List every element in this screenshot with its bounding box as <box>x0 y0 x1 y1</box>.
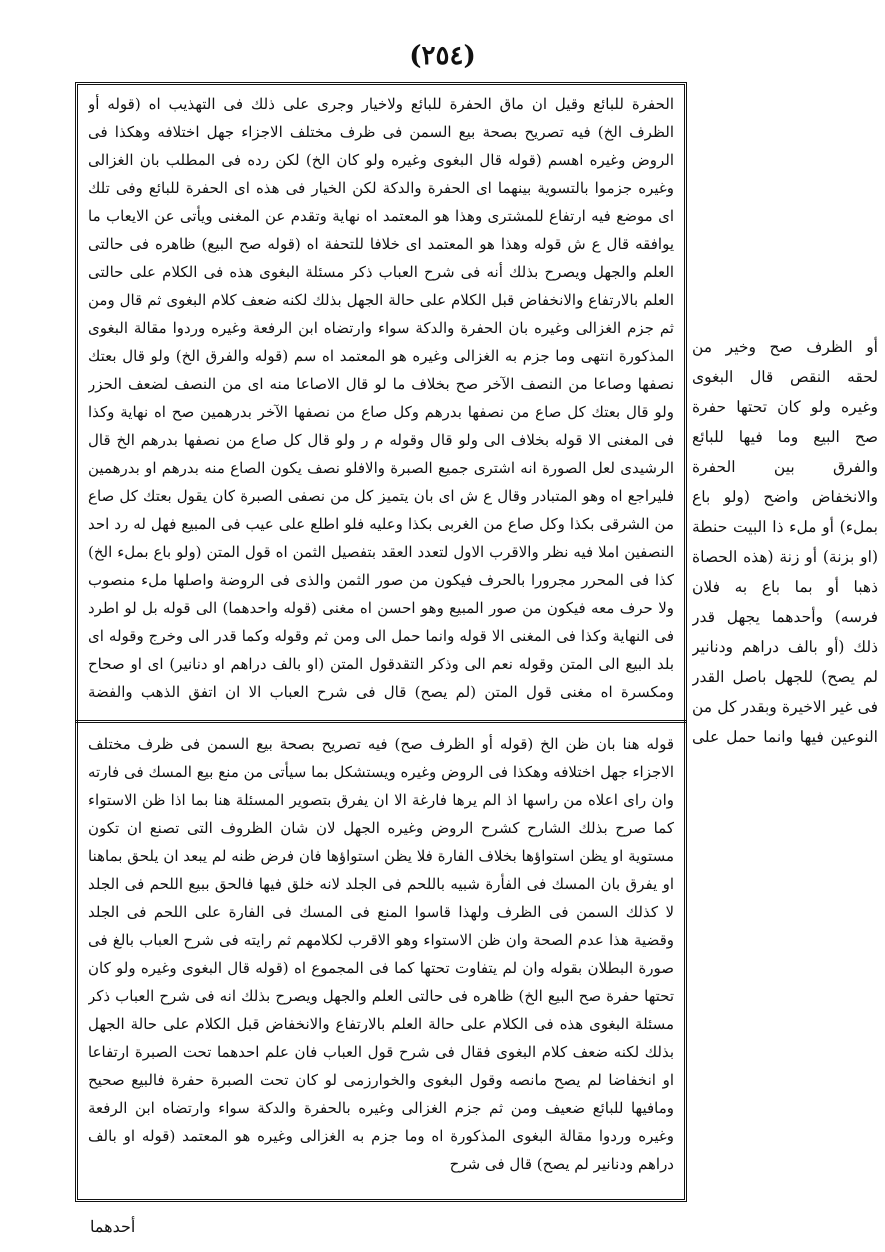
page-number: (٢٥٤) <box>409 41 476 71</box>
commentary-text: قوله هنا بان ظن الخ (قوله أو الظرف صح) فيه تصريح بصحة بيع السمن فى ظرف مختلف الاجزاء جهل اختلافه وهكذا فى الروض وغيره ويستشكل بما سيأتى من منع بيع المسك فى فارته وان راى اعلاه من راسها اذ الم يرها فارغة الا ان يفرق بتصوير المسئلة هنا بما اذا ظن الاستواء كما صرح بذلك الشارح كشرح الروض وغيره الجهل لان شان الظروف التى تصنع ان تكون مستوية او يظن استواؤها بخلاف الفارة فلا يظن استواؤها فان فرض ظنه لم يبعد ان يلحق بماهنا او يفرق بان المسك فى الفأرة شبيه باللحم فى الجلد لانه خلق فيها فالحق ببيع اللحم فى الجلد لا كذلك السمن فى الظرف ولهذا قاسوا المنع فى المسك فى الفارة على اللحم فى الجلد وقضية هذا عدم الصحة وان ظن الاستواء وهو الاقرب لكلامهم ثم رايته فى شرح العباب بالغ فى صورة البطلان بقوله وان لم يتفاوت تحتها كما فى المجموع اه (قوله قال البغوى وغيره ولو كان تحتها حفرة صح البيع الخ) ظاهره فى حالتى العلم والجهل ويصرح بذلك انه فى شرح العباب ذكر مسئلة البغوى هذه فى الكلام على حالة العلم بالارتفاع والانخفاض قبل الكلام على حالة الجهل بذلك لكنه ضعف كلام البغوى فقال فى شرح قول العباب فان علم احدهما تحت الصبرة ارتفاعا او انخفاضا لم يصح مانصه وقول البغوى والخوارزمى لو كان تحت الصبرة حفرة فالبيع صحيح ومافيها للبائع ضعيف ومن ثم جزم الغزالى وغيره بالحفرة والدكة سواء وارتضاه ابن الرفعة وغيره وردوا مقالة البغوى المذكورة اه وما جزم به الغزالى وغيره هو المعتمد (قوله او بالف دراهم ودنانير لم يصح) قال فى شرح <box>88 735 674 1173</box>
main-text: الحفرة للبائع وقيل ان ماق الحفرة للبائع ولاخيار وجرى على ذلك فى التهذيب اه (قوله أو الظرف الخ) فيه تصريح بصحة بيع السمن فى ظرف مختلف الاجزاء جهل اختلافه وهكذا فى الروض وغيره اهسم (قوله قال البغوى وغيره ولو كان الخ) لكن رده فى المطلب بان الغزالى وغيره جزموا بالتسوية بينهما اى الحفرة والدكة لكن الخيار فى هذه اى الحفرة للبائع وفى تلك اى موضع فيه ارتفاع للمشترى وهذا هو المعتمد اه نهاية وتقدم عن المغنى ويأتى عن الايعاب ما يوافقه قال ع ش قوله وهذا هو المعتمد اى خلافا للتحفة اه (قوله صح البيع) ظاهره فى حالتى العلم والجهل ويصرح بذلك أنه فى شرح العباب ذكر مسئلة البغوى هذه فى الكلام على حالتى العلم بالارتفاع والانخفاض قبل الكلام على حالة الجهل بذلك لكنه ضعف كلام البغوى ثم قال ومن ثم جزم الغزالى وغيره بان الحفرة والدكة سواء وارتضاه ابن الرفعة وغيره وردوا مقالة البغوى المذكورة انتهى وما جزم به الغزالى وغيره هو المعتمد اه سم (قوله والفرق الخ) ولو قال بعتك نصفها وصاعا من النصف الآخر صح بخلاف ما لو قال الاصاعا منه اى من النصف لضعف الحزر ولو قال بعتك كل صاع من نصفها بدرهم وكل صاع من نصفها الآخر بدرهمين صح اه نهاية وكذا فى المغنى الا قوله بخلاف الى ولو قال وقوله م ر ولو قال كل صاع من نصفها بدرهم الخ قال الرشيدى لعل الصورة انه اشترى جميع الصبرة والافلو نصف يكون الصاع منه بدرهم او بدرهمين فليراجع اه وهو المتبادر وقال ع ش اى بان يتميز كل من نصفى الصبرة كان يقول بعتك كل صاع من الشرقى بكذا وكل صاع من الغربى بكذا وعليه فلو اطلع على عيب فى المبيع فهل له رد احد النصفين املا فيه نظر والاقرب الاول لتعدد العقد بتفصيل الثمن اه قول المتن (ولو باع بملء الخ) كذا فى المحرر مجرورا بالحرف فيكون من صور الثمن والذى فى الروضة واصلها ملء منصوب ولا حرف معه فيكون من صور المبيع وهو احسن اه مغنى (قوله واحدهما) الى قوله بل لو اطرد فى النهاية وكذا فى المغنى الا قوله وانما حمل الى ومن ثم وقوله وكما قدر الى وخرج وقوله اى بلد البيع الى المتن وقوله نعم الى وذكر التقدقول المتن (او بالف دراهم او دنانير) اى او صحاح ومكسرة اه مغنى قول المتن (لم يصح) قال فى شرح العباب الا ان اتفق الذهب والفضة <box>88 95 674 701</box>
catchword: أحدهما <box>90 1217 136 1236</box>
frame-divider <box>75 720 687 723</box>
margin-text: أو الظرف صح وخير من لحقه النقص قال البغوى وغيره ولو كان تحتها حفرة صح البيع وما فيها للبائع والفرق بين الحفرة والانخفاض واضح (ولو باع بملء) أو ملء ذا البيت حنطة (او بزنة) أو زنة (هذه الحصاة ذهبا أو بما باع به فلان فرسه) وأحدهما يجهل قدر ذلك (أو بالف دراهم ودنانير لم يصح) للجهل باصل القدر فى غير الاخيرة وبقدر كل من النوعين فيها وانما حمل على <box>692 338 878 746</box>
commentary-text-block <box>88 730 674 1195</box>
margin-text-block <box>692 332 878 752</box>
main-text-block <box>88 90 674 712</box>
